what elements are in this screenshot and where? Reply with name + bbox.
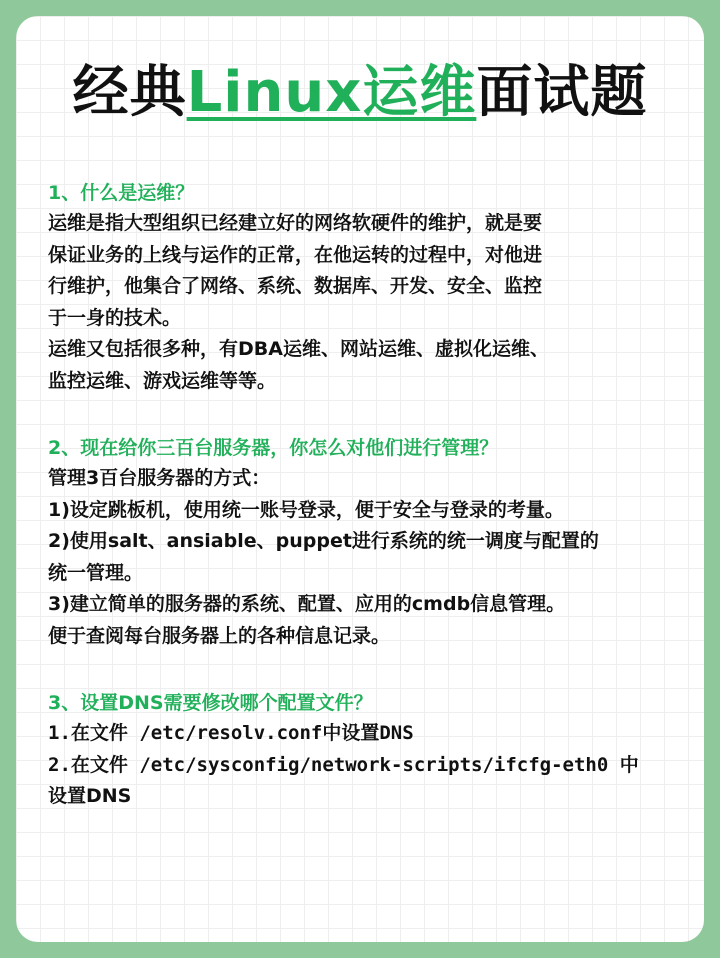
answer-line: 管理3百台服务器的方式：: [48, 467, 271, 489]
answer-line: 1)设定跳板机，使用统一账号登录，便于安全与登录的考量。: [48, 498, 564, 521]
answer-line: 运维是指大型组织已经建立好的网络软硬件的维护，就是要: [48, 212, 543, 234]
answer-line: 保证业务的上线与运作的正常，在他运转的过程中，对他进: [48, 243, 543, 266]
answer-line: 2.在文件 /etc/sysconfig/network-scripts/ifcfg-eth0 中: [48, 753, 639, 776]
title-prefix: 经典: [72, 60, 187, 125]
question-heading: 3、设置DNS需要修改哪个配置文件？: [48, 692, 373, 714]
answer-line: 2)使用salt、ansiable、puppet进行系统的统一调度与配置的: [48, 530, 599, 552]
question-heading: 2、现在给你三百台服务器，你怎么对他们进行管理？: [48, 437, 499, 459]
qa-content: [48, 178, 688, 849]
answer-line: 1.在文件 /etc/resolv.conf中设置DNS: [48, 722, 414, 744]
answer-line: 监控运维、游戏运维等等。: [48, 369, 277, 392]
qa-section-3: [48, 688, 688, 813]
answer-line: 3)建立简单的服务器的系统、配置、应用的cmdb信息管理。: [48, 593, 566, 615]
title-accent: Linux运维: [186, 60, 477, 125]
answer-line: 统一管理。: [48, 561, 144, 584]
content-card: [16, 16, 704, 942]
question-heading: 1、什么是运维？: [48, 182, 195, 204]
title-suffix: 面试题: [476, 60, 648, 125]
page-title: [16, 58, 704, 128]
qa-section-2: [48, 433, 688, 652]
answer-line: 便于查阅每台服务器上的各种信息记录。: [48, 624, 391, 647]
answer-line: 运维又包括很多种，有DBA运维、网站运维、虚拟化运维、: [48, 338, 549, 360]
answer-line: 行维护，他集合了网络、系统、数据库、开发、安全、监控: [48, 275, 543, 297]
answer-line: 设置DNS: [48, 785, 132, 807]
answer-line: 于一身的技术。: [48, 306, 182, 329]
qa-section-1: [48, 178, 688, 397]
